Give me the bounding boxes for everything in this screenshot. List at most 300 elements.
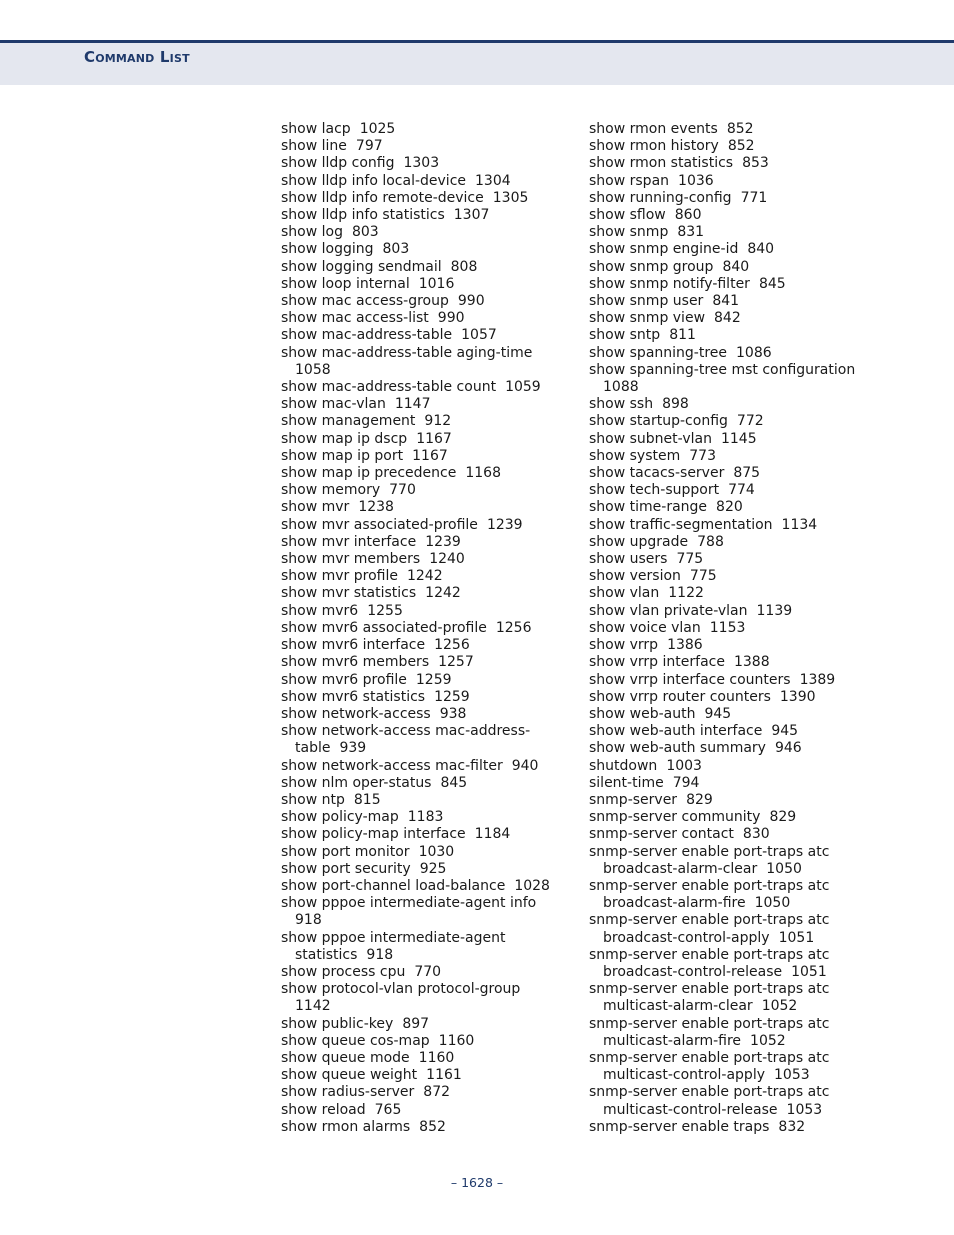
- index-term: show mvr6 statistics: [281, 688, 426, 705]
- index-page-ref[interactable]: 808: [450, 258, 478, 275]
- index-entry: [281, 1084, 550, 1101]
- index-term: show snmp engine-id: [589, 241, 739, 258]
- index-entry: [589, 998, 855, 1015]
- index-term: show queue weight: [281, 1067, 418, 1084]
- index-term: multicast-control-apply: [603, 1067, 765, 1084]
- index-page-ref[interactable]: 1050: [754, 895, 791, 912]
- index-page-ref[interactable]: 990: [457, 293, 485, 310]
- index-entry: [589, 723, 855, 740]
- index-term: broadcast-control-apply: [603, 929, 770, 946]
- index-page-ref[interactable]: 1255: [367, 602, 403, 619]
- index-entry: [281, 1033, 550, 1050]
- index-page-ref[interactable]: 1134: [781, 516, 818, 533]
- index-term: show mac-address-table: [281, 327, 453, 344]
- index-entry: [281, 551, 550, 568]
- index-entry: [589, 1016, 855, 1033]
- index-term: show ssh: [589, 396, 654, 413]
- index-term: snmp-server enable port-traps atc: [589, 912, 830, 929]
- index-term: show radius-server: [281, 1084, 415, 1101]
- index-page-ref[interactable]: 1305: [492, 189, 529, 206]
- index-entry: [589, 517, 855, 534]
- index-entry: [281, 241, 550, 258]
- index-page-ref[interactable]: 940: [511, 757, 539, 774]
- index-entry: [281, 706, 550, 723]
- index-entry: [589, 568, 855, 585]
- index-term: multicast-alarm-clear: [603, 998, 753, 1015]
- index-page-ref[interactable]: 1139: [756, 602, 793, 619]
- index-page-ref[interactable]: 775: [676, 551, 704, 568]
- index-term: broadcast-alarm-clear: [603, 860, 758, 877]
- index-term: show mac-address-table count: [281, 379, 497, 396]
- index-page-ref[interactable]: 1088: [603, 379, 639, 396]
- index-page-ref[interactable]: 845: [440, 774, 468, 791]
- index-term: show process cpu: [281, 963, 406, 980]
- index-entry: [281, 276, 550, 293]
- index-entry: [589, 482, 855, 499]
- index-page-ref[interactable]: 1153: [709, 619, 746, 636]
- index-page-ref[interactable]: 770: [389, 482, 416, 499]
- index-page-ref[interactable]: 1238: [358, 499, 394, 516]
- index-term: show mvr6: [281, 602, 359, 619]
- index-term: show mvr members: [281, 551, 421, 568]
- index-term: show web-auth summary: [589, 740, 766, 757]
- index-entry: [589, 224, 855, 241]
- index-page-ref[interactable]: 1167: [416, 430, 452, 447]
- index-term: show mvr associated-profile: [281, 516, 478, 533]
- index-term: show mac access-group: [281, 293, 449, 310]
- index-term: show sflow: [589, 207, 666, 224]
- index-page-ref[interactable]: 875: [733, 465, 761, 482]
- index-page-ref[interactable]: 925: [419, 860, 447, 877]
- index-term: show lldp info remote-device: [281, 189, 484, 206]
- index-entry: [589, 155, 855, 172]
- index-entry: [589, 413, 855, 430]
- index-page-ref[interactable]: 852: [727, 138, 755, 155]
- index-term: snmp-server enable port-traps atc: [589, 1049, 830, 1066]
- index-term: table: [295, 740, 331, 757]
- index-term: show sntp: [589, 327, 661, 344]
- index-page-ref[interactable]: 853: [742, 155, 769, 172]
- index-entry: [589, 362, 855, 379]
- index-term: show reload: [281, 1101, 366, 1118]
- index-entry: [281, 534, 550, 551]
- index-page-ref[interactable]: 840: [722, 258, 750, 275]
- index-term: show voice vlan: [589, 619, 701, 636]
- index-entry: [281, 981, 550, 998]
- index-page-ref[interactable]: 1025: [359, 121, 396, 137]
- index-page-ref[interactable]: 1160: [438, 1032, 475, 1049]
- index-entry: [281, 431, 550, 448]
- index-entry: [589, 620, 855, 637]
- index-entry: [281, 224, 550, 241]
- index-term: show queue cos-map: [281, 1032, 430, 1049]
- index-entry: [589, 190, 855, 207]
- index-entry: [589, 259, 855, 276]
- index-page-ref[interactable]: 1145: [720, 430, 757, 447]
- index-page-ref[interactable]: 845: [758, 275, 786, 292]
- index-term: show spanning-tree: [589, 344, 728, 361]
- index-entry: [589, 293, 855, 310]
- index-term: show log: [281, 224, 343, 241]
- index-entry: [281, 173, 550, 190]
- index-term: show vlan private-vlan: [589, 602, 748, 619]
- index-page-ref[interactable]: 1259: [434, 688, 470, 705]
- index-page-ref[interactable]: 1147: [394, 396, 431, 413]
- index-term: snmp-server enable port-traps atc: [589, 1084, 830, 1101]
- index-entry: [281, 861, 550, 878]
- index-page-ref[interactable]: 898: [662, 396, 689, 413]
- index-entry: [281, 207, 550, 224]
- index-term: show pppoe intermediate-agent: [281, 929, 506, 946]
- index-entry: [281, 792, 550, 809]
- index-term: show mvr: [281, 499, 350, 516]
- index-page-ref[interactable]: 1386: [667, 637, 703, 654]
- index-entry: [281, 1119, 550, 1136]
- index-entry: [281, 672, 550, 689]
- index-entry: [281, 1016, 550, 1033]
- index-entry: [589, 947, 855, 964]
- index-term: show rmon history: [589, 138, 719, 155]
- page-header: [0, 40, 954, 85]
- index-page-ref[interactable]: 1239: [425, 533, 461, 550]
- index-term: show ntp: [281, 791, 345, 808]
- index-page-ref[interactable]: 1259: [415, 671, 452, 688]
- index-term: show mvr profile: [281, 568, 398, 585]
- index-entry: [589, 173, 855, 190]
- index-term: silent-time: [589, 774, 664, 791]
- index-entry: [589, 1084, 855, 1101]
- index-term: show startup-config: [589, 413, 728, 430]
- header-title: Command List: [84, 48, 190, 66]
- index-page-ref[interactable]: 852: [726, 121, 754, 137]
- index-page-ref[interactable]: 1184: [474, 826, 511, 843]
- index-term: show rmon statistics: [589, 155, 734, 172]
- index-page-ref[interactable]: 1256: [434, 637, 470, 654]
- index-entry: [589, 826, 855, 843]
- index-entry: [281, 826, 550, 843]
- index-page-ref[interactable]: 1304: [475, 172, 511, 189]
- index-entry: [281, 603, 550, 620]
- index-entry: [589, 1067, 855, 1084]
- index-entry: [281, 121, 550, 138]
- index-entry: [589, 448, 855, 465]
- index-term: show logging sendmail: [281, 258, 442, 275]
- index-page-ref[interactable]: 897: [402, 1015, 430, 1032]
- index-term: show snmp: [589, 224, 669, 241]
- index-page-ref[interactable]: 803: [382, 241, 410, 258]
- index-term: show rspan: [589, 172, 670, 189]
- index-term: show lldp info statistics: [281, 207, 445, 224]
- index-entry: [589, 241, 855, 258]
- index-page-ref[interactable]: 774: [728, 482, 755, 499]
- index-entry: [589, 861, 855, 878]
- index-term: show management: [281, 413, 416, 430]
- index-entry: [281, 809, 550, 826]
- index-entry: [281, 844, 550, 861]
- index-term: show port monitor: [281, 843, 410, 860]
- index-column-right: [589, 121, 855, 1136]
- index-page-ref[interactable]: 1086: [736, 344, 772, 361]
- index-entry: [589, 310, 855, 327]
- index-entry: [589, 981, 855, 998]
- index-term: show vrrp router counters: [589, 688, 771, 705]
- index-page-ref[interactable]: 1003: [666, 757, 702, 774]
- index-term: shutdown: [589, 757, 658, 774]
- index-page-ref[interactable]: 841: [712, 293, 740, 310]
- index-entry: [281, 585, 550, 602]
- index-term: show snmp group: [589, 258, 714, 275]
- index-entry: [281, 345, 550, 362]
- index-page-ref[interactable]: 830: [742, 826, 770, 843]
- index-term: show mvr interface: [281, 533, 417, 550]
- index-page-ref[interactable]: 1052: [761, 998, 798, 1015]
- index-page-ref[interactable]: 1051: [778, 929, 815, 946]
- index-term: show subnet-vlan: [589, 430, 712, 447]
- index-page-ref[interactable]: 1161: [426, 1067, 462, 1084]
- index-page-ref[interactable]: 1390: [779, 688, 816, 705]
- index-entry: [589, 138, 855, 155]
- index-term: show upgrade: [589, 533, 689, 550]
- index-term: show rmon alarms: [281, 1118, 411, 1135]
- index-entry: [589, 1033, 855, 1050]
- index-entry: [589, 121, 855, 138]
- index-entry: [281, 310, 550, 327]
- index-page-ref[interactable]: 1016: [418, 275, 455, 292]
- index-page-ref[interactable]: 771: [740, 189, 768, 206]
- index-page-ref[interactable]: 1122: [668, 585, 704, 602]
- index-entry: [281, 1067, 550, 1084]
- index-entry: [589, 878, 855, 895]
- index-term: show system: [589, 447, 681, 464]
- index-term: show lldp config: [281, 155, 395, 172]
- index-page-ref[interactable]: 1168: [465, 465, 501, 482]
- index-term: show vlan: [589, 585, 660, 602]
- index-term: show tacacs-server: [589, 465, 725, 482]
- index-entry: [589, 1119, 855, 1136]
- index-page-ref[interactable]: 852: [419, 1118, 446, 1135]
- index-term: show lacp: [281, 121, 351, 137]
- index-term: show loop internal: [281, 275, 410, 292]
- index-term: show network-access mac-address-: [281, 723, 531, 740]
- index-entry: [589, 345, 855, 362]
- index-page-ref[interactable]: 1256: [495, 619, 532, 636]
- index-entry: [589, 207, 855, 224]
- index-page-ref[interactable]: 1388: [733, 654, 770, 671]
- index-term: show rmon events: [589, 121, 718, 137]
- index-page-ref[interactable]: 1257: [438, 654, 474, 671]
- index-page-ref[interactable]: 1167: [412, 447, 448, 464]
- index-term: show running-config: [589, 189, 732, 206]
- index-term: show nlm oper-status: [281, 774, 432, 791]
- index-entry: [281, 259, 550, 276]
- index-page-ref[interactable]: 945: [771, 723, 799, 740]
- index-page-ref[interactable]: 1028: [514, 877, 550, 894]
- index-page-ref[interactable]: 772: [736, 413, 764, 430]
- page-number: – 1628 –: [450, 1175, 504, 1190]
- index-entry: [281, 654, 550, 671]
- index-term: show lldp info local-device: [281, 172, 467, 189]
- index-page-ref[interactable]: 832: [778, 1118, 806, 1135]
- index-term: show port-channel load-balance: [281, 877, 506, 894]
- index-page-ref[interactable]: 1307: [453, 207, 490, 224]
- index-page-ref[interactable]: 803: [351, 224, 379, 241]
- index-term: multicast-control-release: [603, 1101, 778, 1118]
- index-page-ref[interactable]: 872: [423, 1084, 451, 1101]
- index-term: show network-access: [281, 705, 431, 722]
- index-page-ref[interactable]: 788: [697, 533, 724, 550]
- index-page-ref[interactable]: 1053: [774, 1067, 810, 1084]
- index-term: snmp-server enable port-traps atc: [589, 877, 830, 894]
- index-page-ref[interactable]: 1160: [418, 1049, 455, 1066]
- index-page-ref[interactable]: 815: [353, 791, 381, 808]
- index-page-ref[interactable]: 1036: [678, 172, 714, 189]
- index-page-ref[interactable]: 1142: [295, 998, 331, 1015]
- index-entry: [589, 1102, 855, 1119]
- index-page-ref[interactable]: 1030: [418, 843, 455, 860]
- index-term: show line: [281, 138, 347, 155]
- index-entry: [589, 379, 855, 396]
- index-term: show traffic-segmentation: [589, 516, 773, 533]
- index-term: show pppoe intermediate-agent info: [281, 895, 537, 912]
- index-term: snmp-server enable traps: [589, 1118, 770, 1135]
- index-page-ref[interactable]: 918: [295, 912, 322, 929]
- index-term: show time-range: [589, 499, 708, 516]
- index-page-ref[interactable]: 1051: [791, 963, 827, 980]
- index-term: show web-auth interface: [589, 723, 763, 740]
- index-page-ref[interactable]: 811: [669, 327, 696, 344]
- index-entry: [589, 964, 855, 981]
- index-entry: [281, 517, 550, 534]
- index-page-ref[interactable]: 1059: [505, 379, 541, 396]
- index-entry: [589, 534, 855, 551]
- index-term: show policy-map: [281, 809, 399, 826]
- index-page-ref[interactable]: 1053: [786, 1101, 823, 1118]
- index-term: statistics: [295, 946, 358, 963]
- index-entry: [281, 723, 550, 740]
- index-page-ref[interactable]: 1183: [407, 809, 444, 826]
- index-column-left: [281, 121, 550, 1136]
- index-term: show snmp view: [589, 310, 706, 327]
- index-page-ref[interactable]: 939: [339, 740, 367, 757]
- index-page-ref[interactable]: 820: [716, 499, 743, 516]
- index-page-ref[interactable]: 829: [686, 791, 713, 808]
- index-term: show network-access mac-filter: [281, 757, 503, 774]
- index-page-ref[interactable]: 797: [355, 138, 383, 155]
- index-term: show snmp notify-filter: [589, 275, 750, 292]
- index-page-ref[interactable]: 860: [674, 207, 702, 224]
- index-page-ref[interactable]: 1303: [403, 155, 440, 172]
- index-page-ref[interactable]: 794: [672, 774, 700, 791]
- index-term: show policy-map interface: [281, 826, 466, 843]
- index-term: broadcast-alarm-fire: [603, 895, 746, 912]
- index-page-ref[interactable]: 990: [437, 310, 465, 327]
- index-term: snmp-server enable port-traps atc: [589, 981, 830, 998]
- index-entry: [589, 740, 855, 757]
- index-entry: [281, 620, 550, 637]
- index-page-ref[interactable]: 1389: [799, 671, 836, 688]
- index-term: show vrrp: [589, 637, 659, 654]
- index-page-ref[interactable]: 945: [704, 705, 732, 722]
- index-term: show queue mode: [281, 1049, 410, 1066]
- index-entry: [589, 551, 855, 568]
- index-page-ref[interactable]: 1050: [766, 860, 802, 877]
- index-page-ref[interactable]: 1240: [429, 551, 465, 568]
- index-entry: [281, 775, 550, 792]
- index-entry: [589, 844, 855, 861]
- index-page-ref[interactable]: 840: [747, 241, 775, 258]
- index-page-ref[interactable]: 770: [414, 963, 442, 980]
- index-entry: [281, 878, 550, 895]
- index-term: show mvr6 associated-profile: [281, 619, 487, 636]
- index-page-ref[interactable]: 1052: [750, 1032, 786, 1049]
- index-entry: [589, 672, 855, 689]
- index-entry: [281, 740, 550, 757]
- index-term: show map ip precedence: [281, 465, 457, 482]
- index-term: multicast-alarm-fire: [603, 1032, 742, 1049]
- index-entry: [281, 448, 550, 465]
- index-page-ref[interactable]: 918: [366, 946, 394, 963]
- index-term: broadcast-control-release: [603, 963, 783, 980]
- index-page-ref[interactable]: 775: [689, 568, 717, 585]
- index-term: show spanning-tree mst configuration: [589, 361, 856, 378]
- index-entry: [589, 912, 855, 929]
- index-term: show mvr statistics: [281, 585, 417, 602]
- index-term: show vrrp interface: [589, 654, 725, 671]
- index-entry: [589, 706, 855, 723]
- index-page-ref[interactable]: 842: [714, 310, 741, 327]
- index-entry: [589, 758, 855, 775]
- index-page-ref[interactable]: 946: [774, 740, 802, 757]
- index-page-ref[interactable]: 831: [677, 224, 705, 241]
- index-term: show mvr6 profile: [281, 671, 407, 688]
- index-entry: [281, 930, 550, 947]
- index-page-ref[interactable]: 765: [374, 1101, 402, 1118]
- index-page-ref[interactable]: 1242: [425, 585, 461, 602]
- index-term: snmp-server community: [589, 809, 761, 826]
- index-page-ref[interactable]: 1239: [486, 516, 523, 533]
- index-term: show map ip dscp: [281, 430, 408, 447]
- index-page-ref[interactable]: 912: [424, 413, 452, 430]
- index-term: snmp-server enable port-traps atc: [589, 843, 830, 860]
- index-term: show mac-vlan: [281, 396, 386, 413]
- index-entry: [589, 775, 855, 792]
- index-entry: [281, 413, 550, 430]
- index-entry: [589, 465, 855, 482]
- index-entry: [281, 327, 550, 344]
- index-term: snmp-server contact: [589, 826, 734, 843]
- index-term: show vrrp interface counters: [589, 671, 791, 688]
- index-entry: [589, 276, 855, 293]
- index-entry: [281, 998, 550, 1015]
- index-page-ref[interactable]: 1057: [461, 327, 497, 344]
- index-page-ref[interactable]: 938: [439, 705, 467, 722]
- index-term: show mac access-list: [281, 310, 429, 327]
- index-term: show memory: [281, 482, 381, 499]
- index-page-ref[interactable]: 1242: [406, 568, 443, 585]
- index-entry: [589, 327, 855, 344]
- index-term: show version: [589, 568, 681, 585]
- index-entry: [589, 930, 855, 947]
- index-entry: [281, 190, 550, 207]
- index-entry: [281, 964, 550, 981]
- index-entry: [281, 637, 550, 654]
- index-page-ref[interactable]: 773: [689, 447, 716, 464]
- index-entry: [589, 431, 855, 448]
- index-page-ref[interactable]: 829: [769, 809, 797, 826]
- index-page-ref[interactable]: 1058: [295, 361, 331, 378]
- index-term: show protocol-vlan protocol-group: [281, 981, 521, 998]
- index-term: show mac-address-table aging-time: [281, 344, 533, 361]
